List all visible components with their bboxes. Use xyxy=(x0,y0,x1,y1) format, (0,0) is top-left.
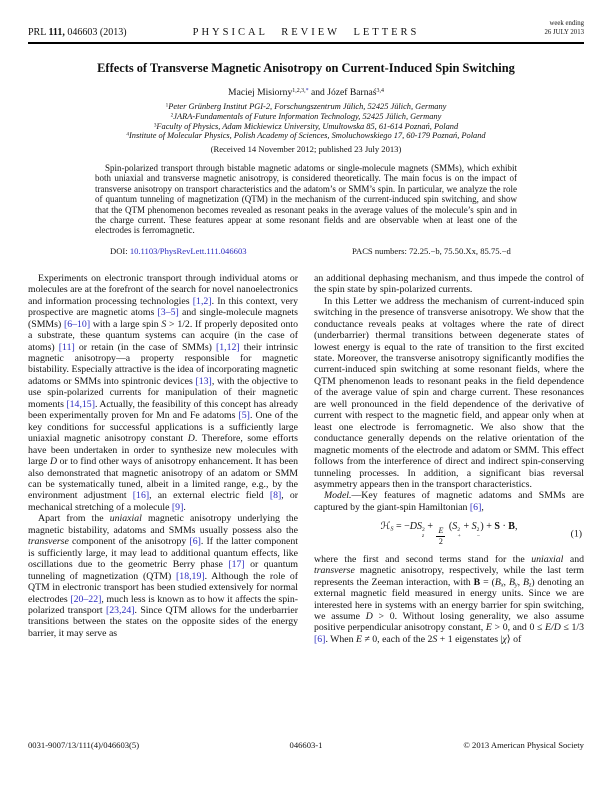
affiliations-block xyxy=(28,102,584,141)
page-footer xyxy=(28,740,584,750)
body-column-left xyxy=(28,273,298,646)
paper-title: Effects of Transverse Magnetic Anisotropy on Current-Induced Spin Switching xyxy=(97,60,515,75)
article-number: 046603 (2013) xyxy=(64,26,127,38)
affiliation-3: $^3$Faculty of Physics, Adam Mickiewicz University, Umultowska 85, 61-614 Poznań, Poland xyxy=(153,121,459,131)
paragraph-continuation: an additional dephasing mechanism, and thus impede the control of the spin state by spin-polarized currents. xyxy=(314,272,584,296)
doi-link[interactable]: 10.1103/PhysRevLett.111.046603 xyxy=(129,245,247,256)
week-ending-label: week ending xyxy=(549,20,584,27)
body-column-right xyxy=(314,273,584,646)
paragraph-letter-summary: In this Letter we address the mechanism of current-induced spin switching in the presence of transverse anisotropy. We show that the conductance reveals peaks at voltages where the rate of direct (underbarrier) thermal transitions between degenerate states of lowest energy is equal to the rate of transition to the first excited state. Moreover, the transverse anisotropy significantly modifies the current-induced spin switching at some resonant fields, where the QTM phenomenon leads to resonant peaks in the field dependence of the average value of spin and charge current. These resonances are well pronounced in the field dependence of the derivative of current with respect to the magnetic field, and appear only when at least one electrode is ferromagnetic. We also show that the conductance generally depends on the relative orientation of the magnetic moments of the electrode and adatom or SMM. This effect follows from the interference of direct and indirect spin-conserving tunneling processes. In addition, a significant bias reversal asymmetry appears then in the transport characteristics. xyxy=(314,295,584,490)
journal-header xyxy=(28,20,584,44)
citation-link[interactable]: [6–10] xyxy=(63,318,91,330)
doi-line xyxy=(110,246,247,256)
footer-copyright: © 2013 American Physical Society xyxy=(463,740,584,750)
issue-date: 26 JULY 2013 xyxy=(544,28,584,36)
citation-link[interactable]: [20–22] xyxy=(70,593,102,605)
citation-link[interactable]: [23,24] xyxy=(105,604,135,616)
authors-line: Maciej Misiorny$^{1,2,3,*}$ and Józef Barnaś$^{3,4}$ xyxy=(228,87,384,99)
citation-link[interactable]: [5] xyxy=(238,410,250,422)
paragraph-hamiltonian-terms: where the first and second terms stand for the uniaxial and transverse magnetic anisotropy, respectively, while the last term represents the Zeeman interaction, with B = (Bx, By, Bz) denoting an external magnetic field measured in energy units. Since we are interested here in systems with an energy barrier for spin switching, we assume D > 0. Without losing generality, we also assume positive perpendicular anisotropy constant, E > 0, and 0 ≤ E/D ≤ 1/3 [6]. When E ≠ 0, each of the 2S + 1 eigenstates |χ⟩ of xyxy=(314,553,585,645)
citation-link[interactable]: [6] xyxy=(469,501,482,513)
paragraph-intro: Experiments on electronic transport through individual atoms or molecules are at the forefront of the search for novel nanoelectronics and information processing technologies [1,2]. In this context, very prospective are magnetic atoms [3–5] and single-molecule magnets (SMMs) [6–10] with a large spin S > 1/2. If properly deposited onto a substrate, these quantum systems can acquire (in the case of atoms) [11] or retain (in the case of SMMs) [1,12] their intrinsic magnetic anisotropy—a property responsible for magnetic bistability. Especially attractive is the idea of incorporating magnetic adatoms or SMMs into spintronic devices [13], with the objective to use spin-polarized currents for manipulation of their magnetic moments [14,15]. Actually, the feasibility of this concept has already been experimentally proven for Mn and Fe adatoms [5]. One of the key conditions for successful applications is a sufficiently large uniaxial magnetic anisotropy constant D. Therefore, some efforts have been undertaken in order to synthesize new molecules with large D or to find other ways of anisotropy enhancement. It has been also demonstrated that magnetic anisotropy of an adatom or SMM can be systematically tuned, albeit in a limited range, e.g., by the environment adjustment [16], an external electric field [8], or mechanical stretching of a molecule [9]. xyxy=(28,272,299,513)
citation-link[interactable]: [1,12] xyxy=(216,341,240,353)
citation-link[interactable]: [17] xyxy=(228,559,245,571)
doi-pacs-row xyxy=(28,246,584,257)
citation-link[interactable]: [14,15] xyxy=(66,398,95,410)
equation-body: ℋS = −DS 2 z + $\frac{E}{2}$ (S 2 + + S 2 − ) + S · B, xyxy=(380,521,518,546)
citation-link[interactable]: [1,2] xyxy=(192,295,212,307)
citation-link[interactable]: [16] xyxy=(132,490,150,502)
affiliation-2: $^2$JARA-Fundamentals of Future Information Technology, 52425 Jülich, Germany xyxy=(170,111,442,121)
citation-link[interactable]: [6] xyxy=(314,633,326,645)
citation-link[interactable]: [8] xyxy=(269,490,282,502)
citation-link[interactable]: [6] xyxy=(189,536,201,548)
equation-number: (1) xyxy=(570,527,582,539)
citation-link[interactable]: [13] xyxy=(195,375,212,387)
paragraph-anisotropy: Apart from the uniaxial magnetic anisotropy underlying the magnetic bistability, adatoms and SMMs usually possess also the transverse component of the anisotropy [6]. If the latter component is sufficiently large, it may lead to additional quantum effects, like oscillations due to the geometric Berry phase [17] or quantum tunneling of magnetization (QTM) [18,19]. Although the role of QTM in electronic transport has been studied extensively for normal electrodes [20–22], much less is known as to how it affects the spin-polarized transport [23,24]. Since QTM allows for the underbarrier transitions between the states on the opposite sides of the energy barrier, it may serve as xyxy=(28,513,298,639)
week-ending xyxy=(425,20,584,38)
doi-label: DOI: xyxy=(110,245,130,256)
volume-number: 111, xyxy=(48,26,65,38)
journal-masthead: PHYSICAL REVIEW LETTERS xyxy=(192,26,420,38)
journal-abbrev: PRL xyxy=(28,26,49,38)
footer-issn-code: 0031-9007/13/111(4)/046603(5) xyxy=(28,740,140,750)
citation-link[interactable]: [3–5] xyxy=(157,307,179,319)
affiliation-4: $^4$Institute of Molecular Physics, Polish Academy of Sciences, Smoluchowskiego 17, 60-179 Poznań, Poland xyxy=(126,131,486,141)
author-note-link[interactable]: * xyxy=(305,88,309,95)
footer-page-number: 046603-1 xyxy=(289,740,323,750)
citation-link[interactable]: [11] xyxy=(58,341,75,353)
citation-link[interactable]: [9] xyxy=(171,501,184,513)
journal-reference xyxy=(28,27,187,38)
paragraph-model: Model.—Key features of magnetic adatoms and SMMs are captured by the giant-spin Hamiltonian [6], xyxy=(314,490,584,513)
equation-1 xyxy=(314,521,584,545)
pacs-numbers: PACS numbers: 72.25.−b, 75.50.Xx, 85.75.−d xyxy=(352,245,511,256)
abstract: Spin-polarized transport through bistable magnetic adatoms or single-molecule magnets (SMMs), which exhibit both uniaxial and transverse magnetic anisotropy, is considered theoretically. The main focus is on the impact of transverse anisotropy on transport characteristics and the adatom’s or SMM’s spin. In particular, we analyze the role of quantum tunneling of magnetization (QTM) in the mechanism of the current-induced spin switching, and show that the QTM phenomenon becomes revealed as resonant peaks in the average values of the molecule’s spin and in the charge current. These features appear at some resonant fields and are observable when at least one of the electrodes is ferromagnetic. xyxy=(95,162,517,236)
received-line: (Received 14 November 2012; published 23 July 2013) xyxy=(210,143,402,154)
affiliation-1: $^1$Peter Grünberg Institut PGI-2, Forschungszentrum Jülich, 52425 Jülich, Germany xyxy=(165,102,447,112)
citation-link[interactable]: [18,19] xyxy=(176,570,205,582)
body-columns xyxy=(28,273,584,646)
